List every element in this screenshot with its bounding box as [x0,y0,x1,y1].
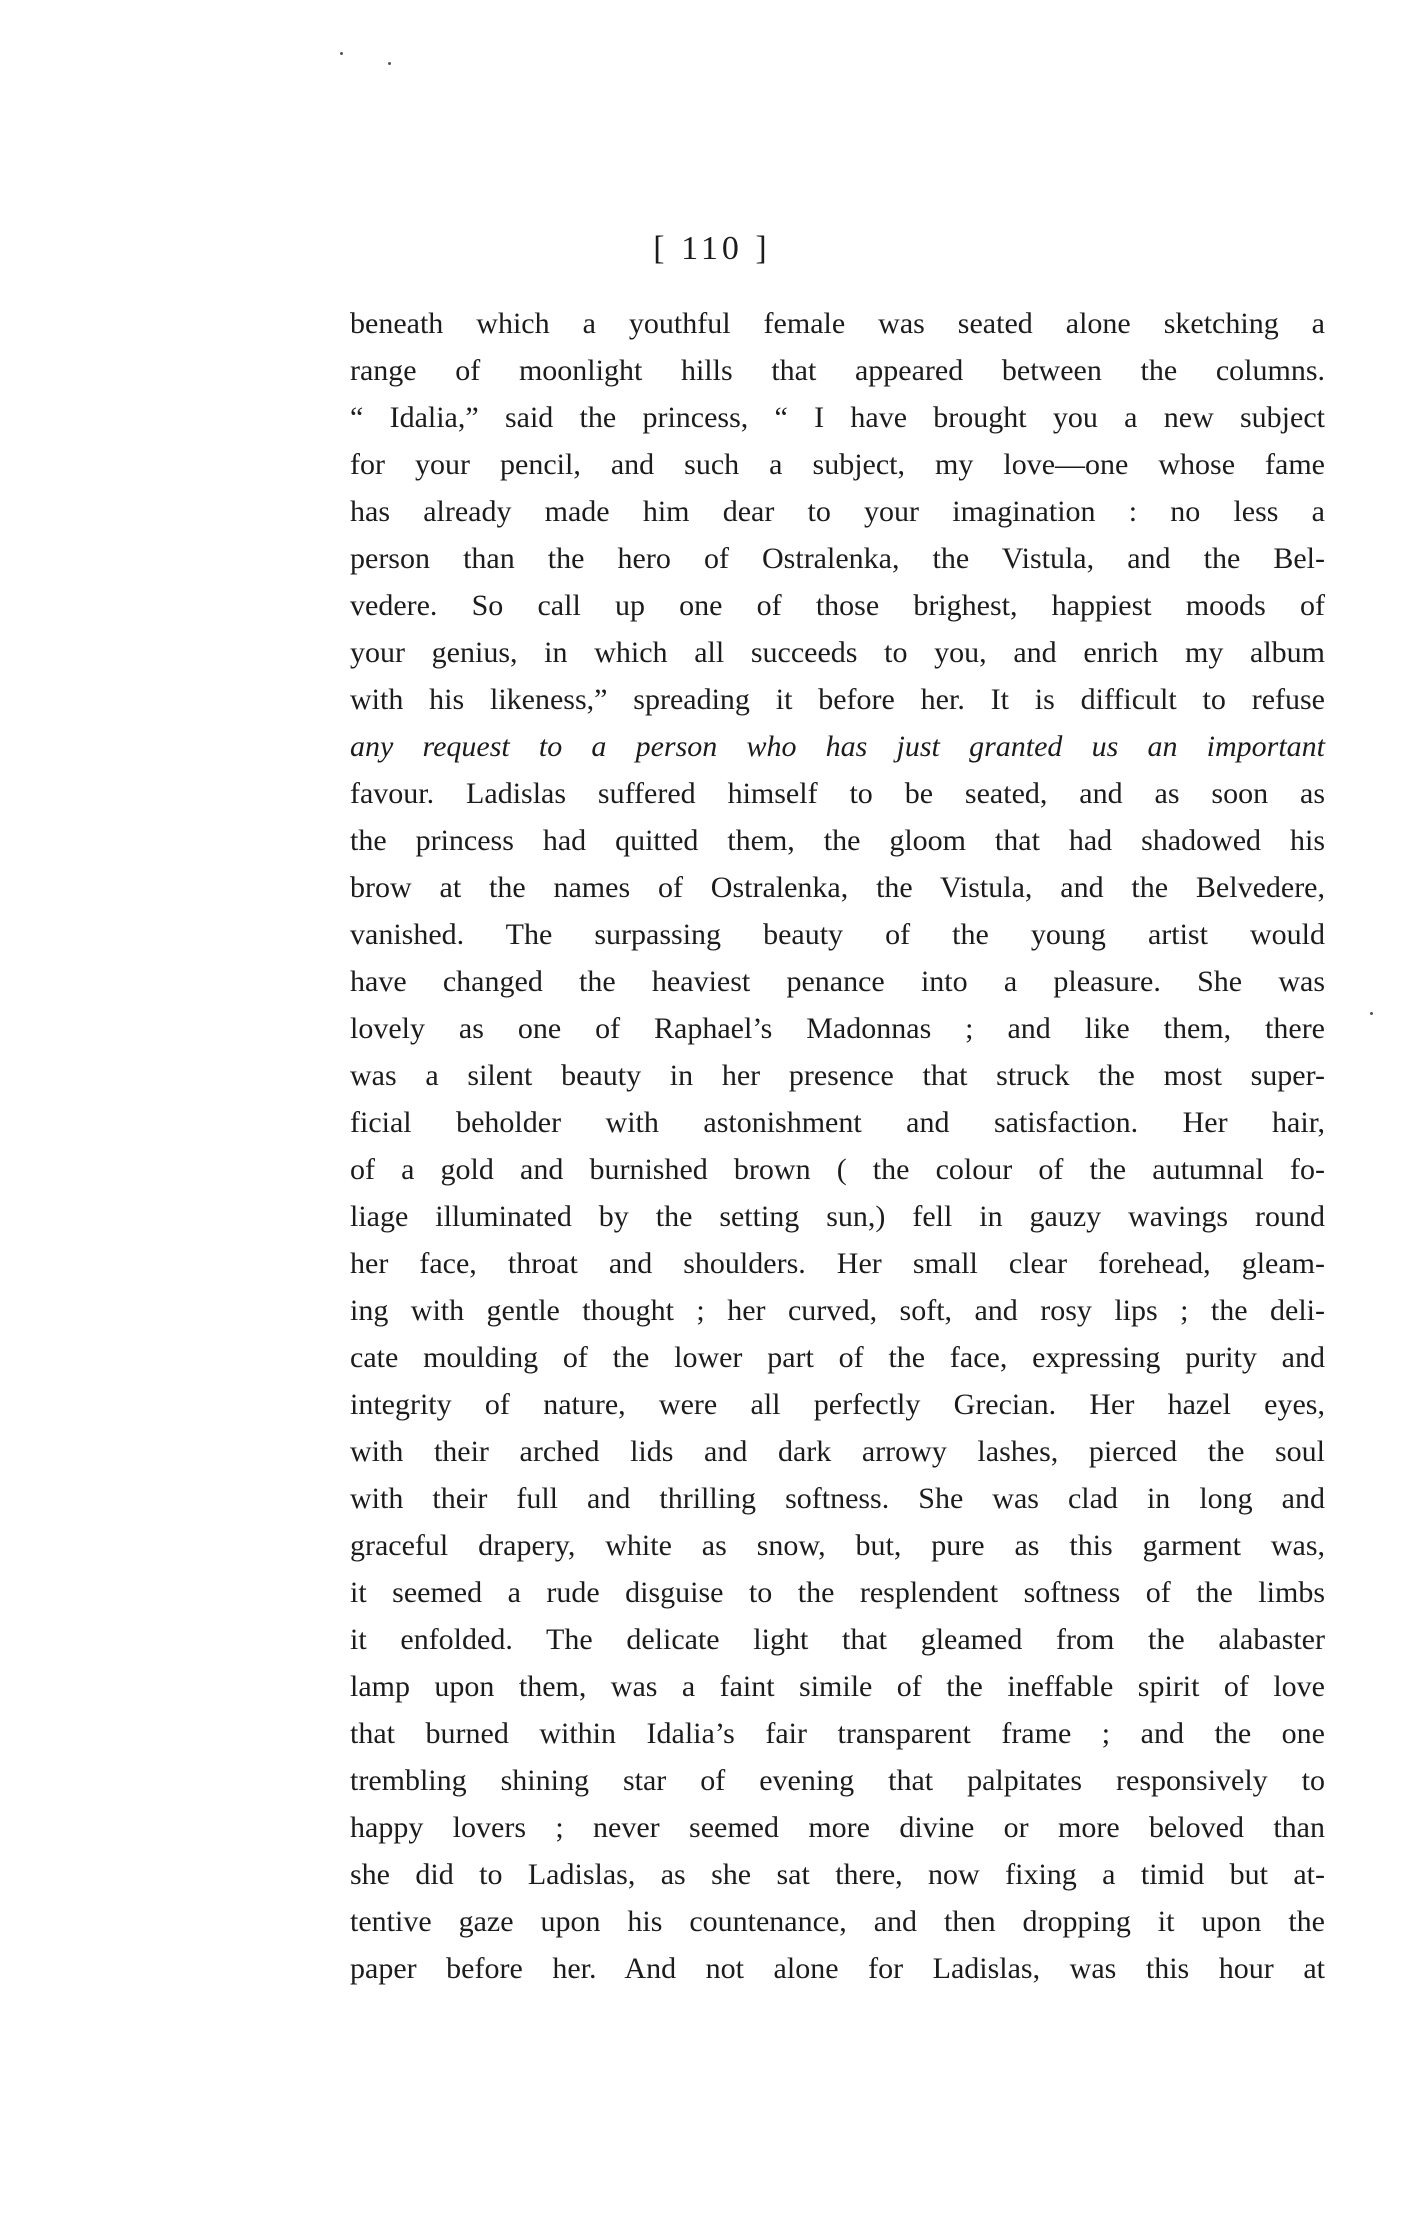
text-line: lamp upon them, was a faint simile of the ineffable spirit of love [350,1670,1325,1703]
text-line: ing with gentle thought ; her curved, soft, and rosy lips ; the deli- [350,1294,1325,1327]
text-line: with his likeness,” spreading it before her. It is difficult to refuse [350,683,1325,716]
text-line: favour. Ladislas suffered himself to be seated, and as soon as [350,777,1325,810]
text-line: for your pencil, and such a subject, my love—one whose fame [350,448,1325,481]
text-line: ficial beholder with astonishment and satisfaction. Her hair, [350,1106,1325,1139]
text-line: has already made him dear to your imagination : no less a [350,495,1325,528]
text-line: tentive gaze upon his countenance, and then dropping it upon the [350,1905,1325,1938]
text-line: your genius, in which all succeeds to you, and enrich my album [350,636,1325,669]
text-line: brow at the names of Ostralenka, the Vistula, and the Belvedere, [350,871,1325,904]
text-line: her face, throat and shoulders. Her small clear forehead, gleam- [350,1247,1325,1280]
text-line: liage illuminated by the setting sun,) fell in gauzy wavings round [350,1200,1325,1233]
text-line: beneath which a youthful female was seated alone sketching a [350,307,1325,340]
text-line: have changed the heaviest penance into a pleasure. She was [350,965,1325,998]
text-line: happy lovers ; never seemed more divine or more beloved than [350,1811,1325,1844]
paper-speck [1370,1012,1373,1015]
italic-phrase: any request to a person who has just granted us an important [350,730,1325,763]
text-line: was a silent beauty in her presence that struck the most super- [350,1059,1325,1092]
text-line-italic [350,723,1325,770]
text-line: it enfolded. The delicate light that gleamed from the alabaster [350,1623,1325,1656]
text-line: graceful drapery, white as snow, but, pure as this garment was, [350,1529,1325,1562]
text-line: cate moulding of the lower part of the face, expressing purity and [350,1341,1325,1374]
text-line: vanished. The surpassing beauty of the young artist would [350,918,1325,951]
text-line: she did to Ladislas, as she sat there, now fixing a timid but at- [350,1858,1325,1891]
page-number: [ 110 ] [653,230,771,267]
paper-speck [340,52,343,55]
text-line: lovely as one of Raphael’s Madonnas ; and like them, there [350,1012,1325,1045]
text-line: the princess had quitted them, the gloom that had shadowed his [350,824,1325,857]
text-line: vedere. So call up one of those brighest, happiest moods of [350,589,1325,622]
paper-speck [388,62,391,65]
text-line: range of moonlight hills that appeared between the columns. [350,354,1325,387]
text-line: trembling shining star of evening that palpitates responsively to [350,1764,1325,1797]
text-line: with their arched lids and dark arrowy lashes, pierced the soul [350,1435,1325,1468]
text-line: integrity of nature, were all perfectly Grecian. Her hazel eyes, [350,1388,1325,1421]
text-line: with their full and thrilling softness. She was clad in long and [350,1482,1325,1515]
text-line: that burned within Idalia’s fair transparent frame ; and the one [350,1717,1325,1750]
body-text [350,300,1325,1992]
text-line: it seemed a rude disguise to the resplendent softness of the limbs [350,1576,1325,1609]
text-line: “ Idalia,” said the princess, “ I have brought you a new subject [350,401,1325,434]
text-line: paper before her. And not alone for Ladislas, was this hour at [350,1952,1325,1985]
text-line: person than the hero of Ostralenka, the Vistula, and the Bel- [350,542,1325,575]
text-line: of a gold and burnished brown ( the colour of the autumnal fo- [350,1153,1325,1186]
